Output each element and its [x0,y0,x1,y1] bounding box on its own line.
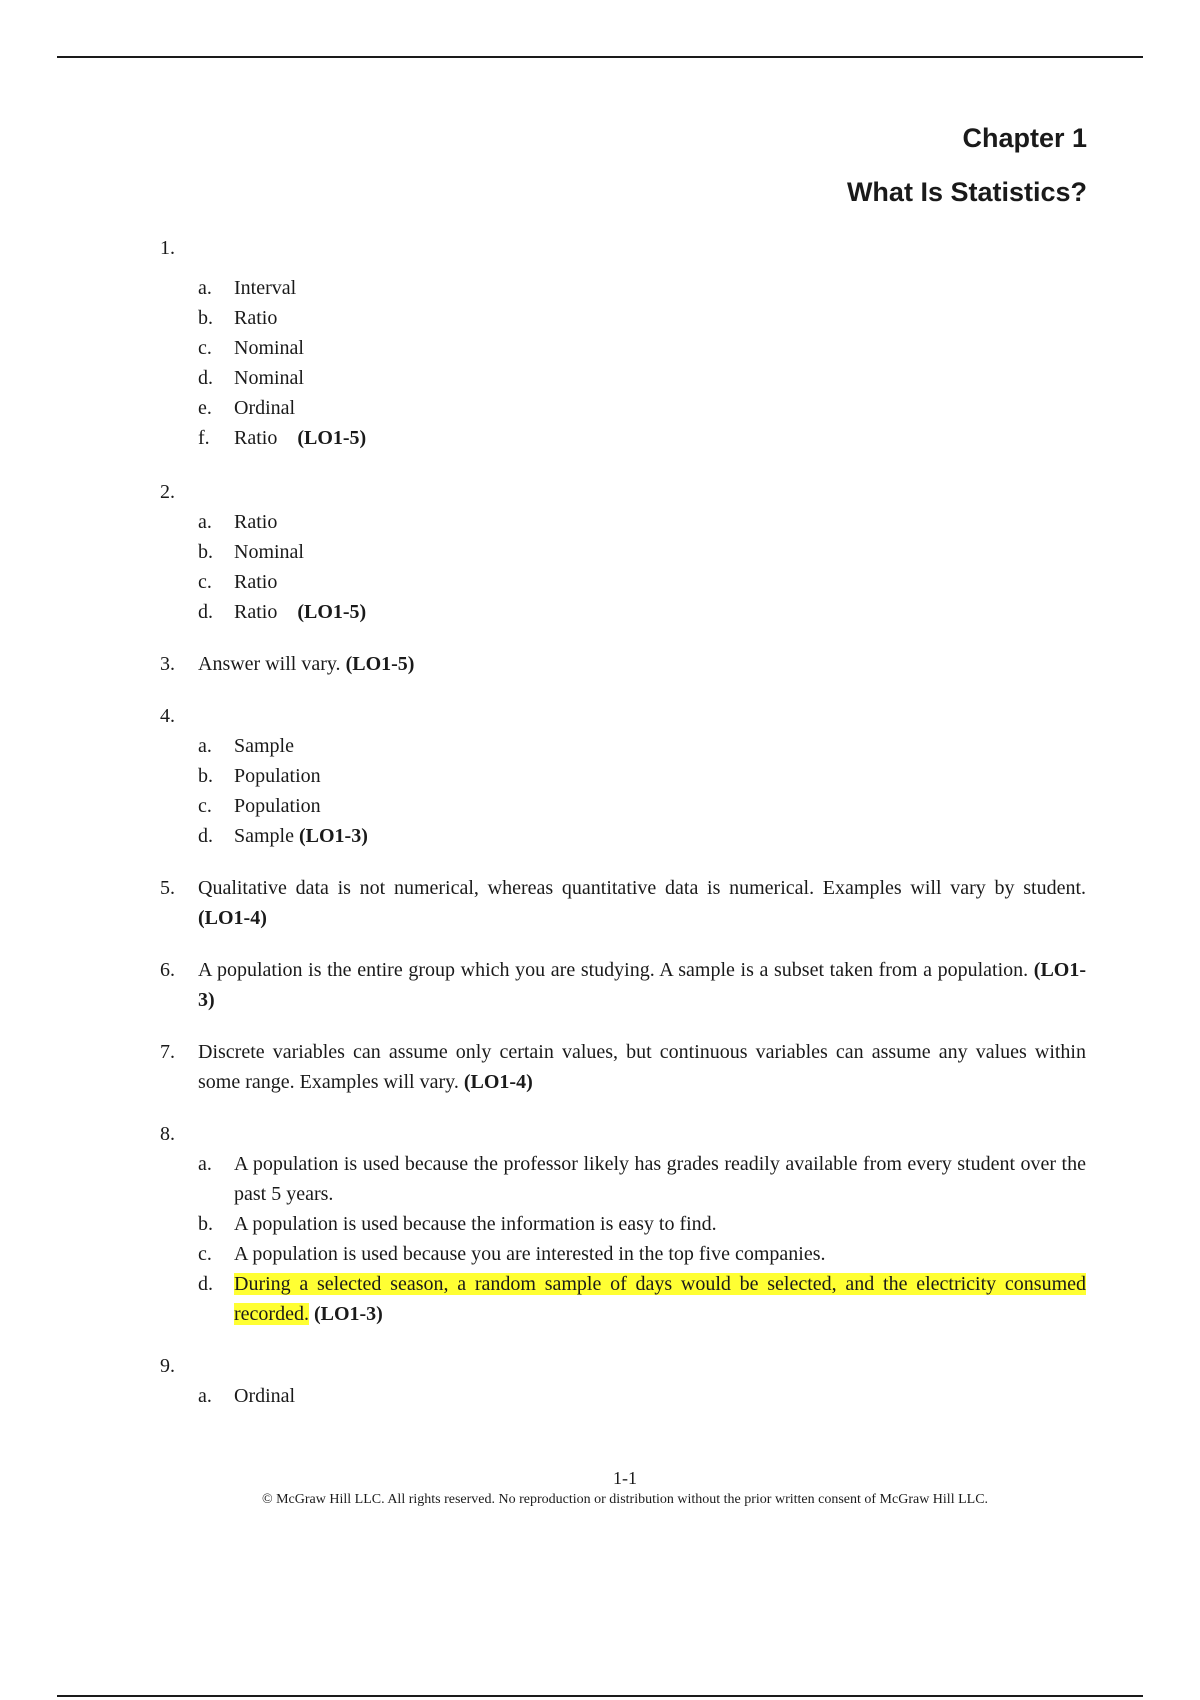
sub-text: Population [234,795,321,817]
learning-objective-ref: (LO1-4) [198,907,267,929]
question-number: 2. [160,481,175,503]
sub-text: Population [234,765,321,787]
learning-objective-ref: (LO1-4) [463,1071,533,1093]
sub-letter: b. [198,765,213,787]
sub-text: Sample [234,735,294,757]
answer-text: Discrete variables can assume only certain values, but continuous variables can assume any values within some range. Examples will vary. [198,1041,1086,1093]
sub-text: Ordinal [234,1385,296,1407]
sub-letter: b. [198,1213,213,1235]
sub-answer [198,597,1086,627]
answer-4 [160,701,1086,851]
sub-answer [198,333,1086,363]
sub-text: Ratio [234,511,278,533]
sub-answer [198,1269,1086,1329]
highlighted-text: During a selected season, a random sample of days would be selected, and the electricity consumed recorded. [234,1273,1086,1325]
sub-letter: a. [198,511,212,533]
sub-answer [198,821,1086,851]
question-number: 4. [160,705,175,727]
sub-letter: c. [198,1243,212,1265]
learning-objective-ref: (LO1-3) [313,1303,383,1325]
question-number: 5. [160,877,175,899]
sub-answer [198,1149,1086,1209]
question-number: 9. [160,1355,175,1377]
question-number: 8. [160,1123,175,1145]
sub-answers [198,273,1086,453]
sub-answer [198,1209,1086,1239]
learning-objective-ref: (LO1-5) [297,601,367,623]
answer-text: Answer will vary. [198,653,341,675]
sub-letter: a. [198,277,212,299]
question-number: 7. [160,1041,175,1063]
sub-text: Nominal [234,541,304,563]
answer-8 [160,1119,1086,1329]
sub-text: A population is used because the professor likely has grades readily available from every student over the past 5 years. [234,1153,1086,1205]
sub-answer [198,1381,1086,1411]
sub-answer [198,761,1086,791]
sub-answer [198,423,1086,453]
learning-objective-ref: (LO1-3) [198,959,1087,1011]
answer-3 [160,649,1086,679]
sub-letter: d. [198,601,213,623]
sub-letter: d. [198,825,213,847]
question-number: 3. [160,653,175,675]
answer-2 [160,477,1086,627]
sub-answer [198,393,1086,423]
sub-text: Nominal [234,337,304,359]
sub-letter: a. [198,735,212,757]
sub-letter: a. [198,1385,212,1407]
sub-answer [198,567,1086,597]
sub-answer [198,363,1086,393]
sub-text: Ordinal [234,397,296,419]
sub-answer [198,537,1086,567]
learning-objective-ref: (LO1-5) [297,427,367,449]
answer-7 [160,1037,1086,1097]
sub-letter: c. [198,571,212,593]
chapter-header [847,120,1087,210]
copyright-notice: © McGraw Hill LLC. All rights reserved. No reproduction or distribution without the prior written consent of McGraw Hill LLC. [261,1492,989,1507]
bottom-rule [57,1695,1143,1697]
sub-letter: a. [198,1153,212,1175]
learning-objective-ref: (LO1-5) [345,653,415,675]
sub-answer [198,303,1086,333]
sub-text: Sample [234,825,294,847]
sub-text: Ratio [234,307,278,329]
answer-text: A population is the entire group which you are studying. A sample is a subset taken from a population. [198,959,1029,981]
learning-objective-ref: (LO1-3) [299,825,368,847]
sub-letter: b. [198,541,213,563]
sub-answer [198,1239,1086,1269]
sub-text: Interval [234,277,297,299]
sub-letter: f. [198,427,210,449]
page-number: 1-1 [613,1468,637,1488]
sub-letter: d. [198,1273,213,1295]
chapter-number: Chapter 1 [962,123,1087,153]
sub-letter: e. [198,397,212,419]
sub-text: A population is used because the information is easy to find. [234,1213,717,1235]
sub-letter: b. [198,307,213,329]
answer-text: Qualitative data is not numerical, whereas quantitative data is numerical. Examples will vary by student. [198,877,1086,899]
sub-text: Ratio [234,571,278,593]
sub-answer [198,273,1086,303]
sub-text: A population is used because you are interested in the top five companies. [234,1243,826,1265]
sub-letter: c. [198,795,212,817]
top-rule [57,56,1143,58]
question-number: 6. [160,959,175,981]
sub-text: Ratio [234,427,278,449]
answer-9 [160,1351,1086,1411]
answer-1 [160,233,1086,453]
sub-text: Ratio [234,601,278,623]
answer-list [160,233,1086,1411]
sub-letter: c. [198,337,212,359]
answer-6 [160,955,1086,1015]
chapter-title: What Is Statistics? [846,177,1087,207]
sub-text: Nominal [234,367,304,389]
question-number: 1. [160,237,175,259]
sub-answer [198,507,1086,537]
sub-answer [198,731,1086,761]
sub-answer [198,791,1086,821]
sub-letter: d. [198,367,213,389]
answer-5 [160,873,1086,933]
